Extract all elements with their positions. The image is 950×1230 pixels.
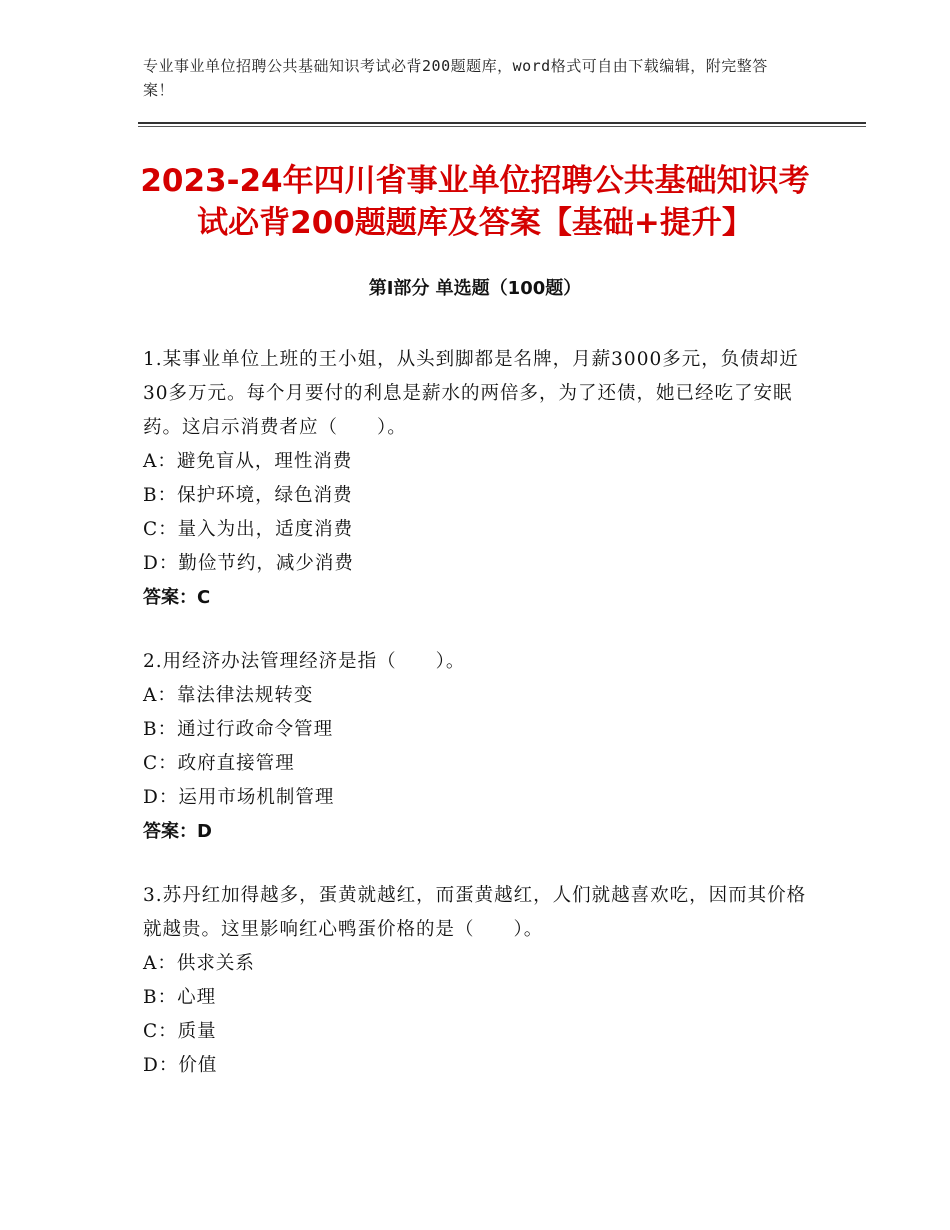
question-stem: 3.苏丹红加得越多，蛋黄就越红，而蛋黄越红，人们就越喜欢吃，因而其价格就越贵。这里影响红心鸭蛋价格的是（ ）。 (143, 885, 807, 940)
option-a: A：供求关系 (143, 953, 255, 974)
question-stem: 2.用经济办法管理经济是指（ ）。 (143, 651, 466, 672)
section-heading: 第Ⅰ部分 单选题（100题） (368, 278, 582, 299)
option-b: B：心理 (143, 987, 217, 1008)
header-rule-thin (138, 126, 866, 127)
question-list (143, 343, 808, 1113)
question-stem: 1.某事业单位上班的王小姐，从头到脚都是名牌，月薪3000多元，负债却近30多万元。每个月要付的利息是薪水的两倍多，为了还债，她已经吃了安眠药。这启示消费者应（ ）。 (143, 349, 799, 438)
question-item (143, 879, 808, 1083)
option-d: D：勤俭节约，减少消费 (143, 553, 354, 574)
option-d: D：价值 (143, 1055, 218, 1076)
option-d: D：运用市场机制管理 (143, 787, 335, 808)
document-title: 2023-24年四川省事业单位招聘公共基础知识考试必背200题题库及答案【基础+提升】 (140, 163, 810, 241)
option-c: C：质量 (143, 1021, 217, 1042)
question-item (143, 343, 808, 615)
header-rule (138, 122, 866, 124)
option-c: C：量入为出，适度消费 (143, 519, 354, 540)
header-note: 专业事业单位招聘公共基础知识考试必背200题题库，word格式可自由下载编辑，附完整答案！ (143, 57, 768, 99)
answer-line: 答案：C (143, 587, 211, 608)
option-b: B：通过行政命令管理 (143, 719, 334, 740)
option-c: C：政府直接管理 (143, 753, 295, 774)
option-b: B：保护环境，绿色消费 (143, 485, 353, 506)
option-a: A：靠法律法规转变 (143, 685, 314, 706)
option-a: A：避免盲从，理性消费 (143, 451, 353, 472)
answer-line: 答案：D (143, 821, 212, 842)
question-item (143, 645, 808, 849)
